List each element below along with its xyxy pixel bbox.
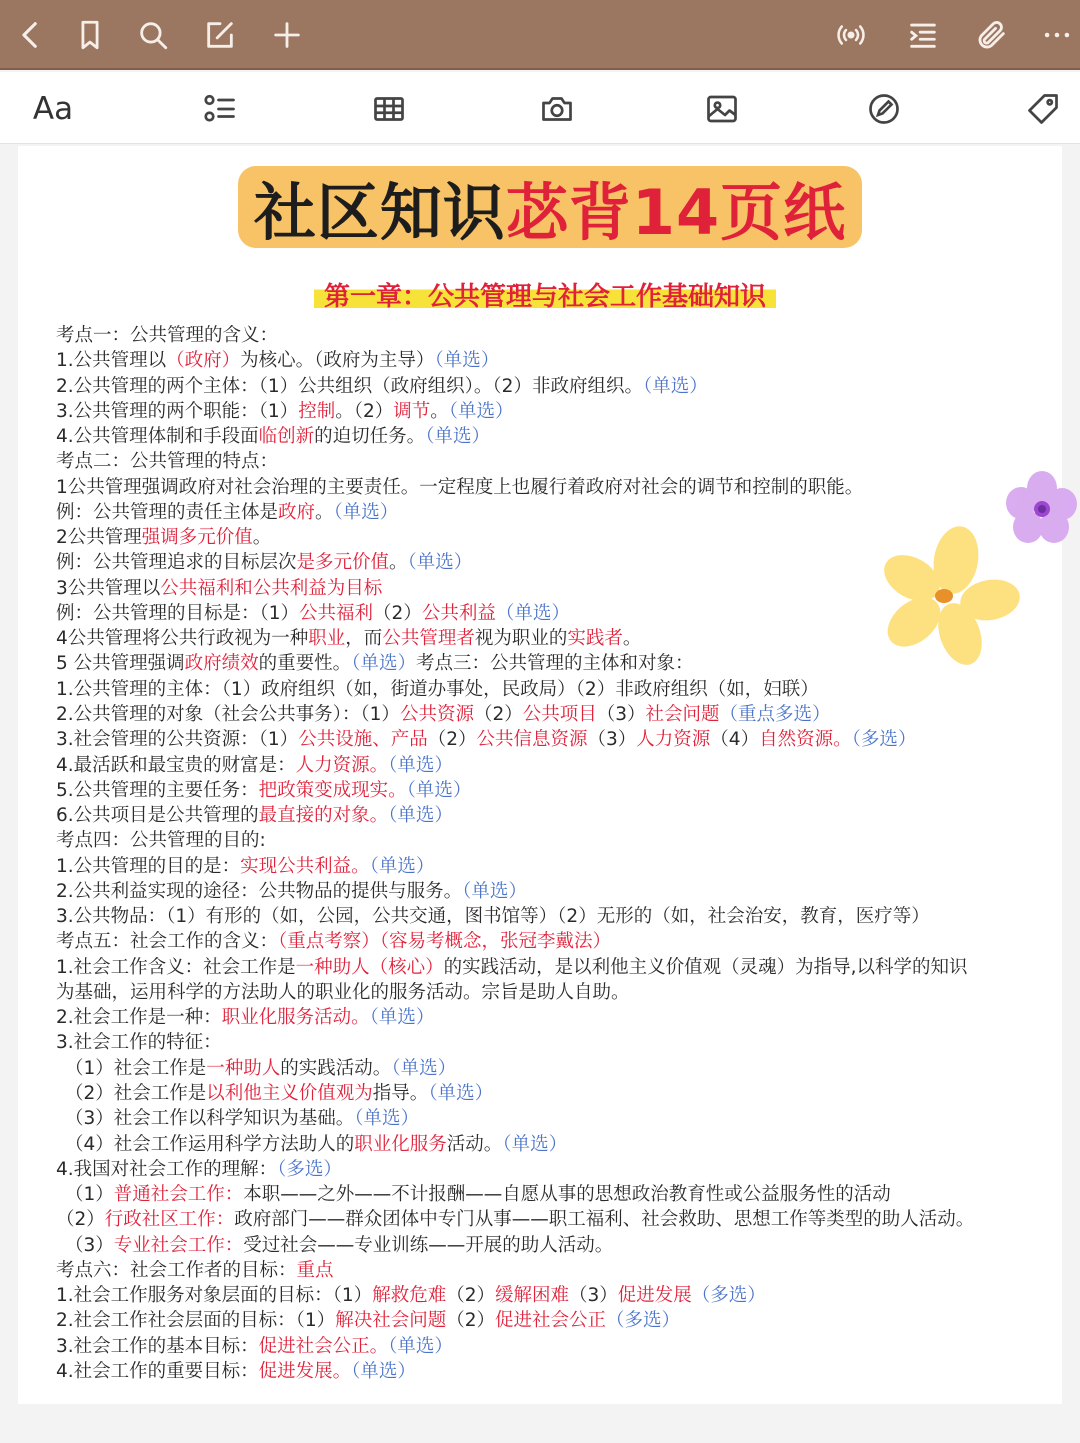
note-text: 的实践活动。 [280,1057,392,1079]
tag-icon[interactable] [1018,84,1068,134]
highlight-text: 促进发展。 [258,1360,352,1382]
note-line [56,1233,1056,1258]
search-icon[interactable] [128,10,178,60]
note-text: （3） [587,729,637,751]
note-line [56,778,1056,803]
note-line [56,929,1056,954]
note-text: 4.公共管理体制和手段面 [56,426,259,448]
note-line [56,1106,1056,1131]
note-text: （3） [569,1285,618,1307]
question-type-tag: （单选） [369,855,435,877]
question-type-tag: （多选） [691,1285,766,1307]
highlight-text: 人力资源 [636,729,711,751]
highlight-text: 以利他主义价值观为 [206,1082,373,1104]
page-bottom-margin [0,1404,1080,1443]
highlight-text: 解救危难 [372,1285,447,1307]
highlight-text: 公共福利 [299,602,374,624]
highlight-text: 行政社区工作： [104,1209,235,1231]
highlight-text: 一种助人 [206,1057,281,1079]
question-type-tag: （单选） [351,653,416,675]
note-text: （2） [446,1285,495,1307]
note-text: 。（2） [335,400,394,422]
note-text: 受过社会——专业训练——开展的助人活动。 [243,1234,614,1256]
note-text: 考点一：公共管理的含义： [56,325,279,346]
note-text: 。 [315,501,334,523]
outline-list-icon[interactable] [898,10,948,60]
question-type-tag: （单选） [354,1108,420,1130]
note-text: 。 [622,628,642,650]
edit-icon[interactable] [195,10,245,60]
highlight-text: 公共信息资源 [476,729,588,751]
note-text: 。 [389,552,408,574]
note-text: 2.社会工作是一种： [56,1007,222,1029]
note-text: 1.社会工作服务对象层面的目标：（1） [56,1285,373,1307]
image-icon[interactable] [697,84,747,134]
note-line [56,1334,1056,1359]
note-text: 为核心。（政府为主导） [240,350,435,372]
note-text: 3.社会管理的公共资源：（1） [56,729,299,751]
table-icon[interactable] [364,84,414,134]
note-text: 。 [252,527,272,549]
note-line [56,1157,1056,1182]
note-text: 2.公共管理的两个主体：（1）公共组织（政府组织）。（2）非政府组织。 [56,375,643,397]
question-type-tag: （单选） [333,501,399,523]
question-type-tag: （单选） [428,1082,494,1104]
note-line [56,1283,1056,1308]
note-text: 考点五：社会工作的含义： [56,931,279,953]
question-type-tag: （单选） [434,350,500,372]
bookmark-icon[interactable] [65,10,115,60]
highlight-text: 促进社会公正。 [258,1335,389,1357]
question-type-tag: （多选） [851,729,917,751]
note-text: （2） [373,602,422,624]
highlight-text: 公共利益 [421,602,496,624]
yellow-flower-icon [874,522,1024,672]
highlight-text: 政府绩效 [184,653,259,675]
note-line [56,1308,1056,1333]
top-app-bar [0,0,1080,70]
note-text: （2） [56,1209,105,1231]
note-line [56,1207,1056,1232]
note-line [56,374,1056,399]
question-type-tag: （单选） [388,1335,453,1357]
note-line [56,1359,1056,1384]
highlight-text: 调节 [393,400,431,422]
note-text: 例：公共管理的责任主体是 [56,501,279,523]
highlight-text: 公共管理者 [382,628,475,650]
question-type-tag: （多选） [277,1158,342,1180]
note-text: （1） [65,1184,114,1206]
note-text: （3）社会工作以科学知识为基础。 [65,1108,355,1130]
question-type-tag: （单选） [388,754,453,776]
highlight-text: 解决社会问题 [335,1310,447,1332]
note-line [56,980,1056,1005]
note-line [56,1132,1056,1157]
question-type-tag: （单选） [351,1360,416,1382]
note-line [56,955,1056,980]
highlight-text: 政府 [278,501,316,523]
note-text: 2.社会工作社会层面的目标：（1） [56,1310,336,1332]
question-type-tag: （单选） [502,1133,568,1155]
highlight-text: 职业 [308,628,346,650]
highlight-text: 临创新 [258,426,315,448]
highlight-text: 公共福利和公共利益为目标 [160,577,383,599]
text-format-label: Aa [32,91,74,127]
highlight-text: 促进发展 [617,1285,692,1307]
note-text: 的迫切任务。 [314,426,426,448]
highlight-text: 实践者 [567,628,623,650]
highlight-text: 公共项目 [522,703,597,725]
note-text: 视为职业的 [474,628,568,650]
note-text: 5 公共管理强调 [56,653,185,675]
note-line [56,702,1056,727]
note-text: 的实践活动，是以利他主义价值观（灵魂）为指导,以科学的知识 [443,956,968,978]
note-text: 例：公共管理追求的目标层次 [56,552,297,574]
more-icon[interactable] [1032,10,1080,60]
highlight-text: （政府） [166,350,241,372]
question-type-tag: （单选） [406,779,472,801]
note-title-banner [238,166,862,248]
question-type-tag: （单选） [448,400,514,422]
highlight-text: 促进社会公正 [494,1310,606,1332]
highlight-text: 把政策变成现实。 [258,779,407,801]
highlight-text: （重点考察）（容易考概念，张冠李戴法） [278,931,612,953]
note-line [56,424,1056,449]
note-text: 1.公共管理的主体：（1）政府组织（如，街道办事处，民政局）（2）非政府组织（如，妇联） [56,678,819,700]
note-text: 4.社会工作的重要目标： [56,1360,259,1382]
note-line [56,854,1056,879]
highlight-text: 强调多元价值 [141,527,253,549]
note-text: 的重要性。 [258,653,352,675]
note-text: 1.社会工作含义：社会工作是 [56,956,296,978]
highlight-text: 职业化服务 [354,1133,447,1155]
note-text: （3） [596,703,646,725]
note-line [56,323,1056,348]
note-text: 3.社会工作的基本目标： [56,1335,259,1357]
note-line [56,1056,1056,1081]
note-line [56,677,1056,702]
note-text: 1.公共管理以 [56,350,167,372]
note-text: 为基础，运用科学的方法助人的职业化的服务活动。宗旨是助人自助。 [56,981,630,1003]
note-line [56,475,1056,500]
highlight-text: 一种助人（核心） [295,956,444,978]
pen-icon[interactable] [859,84,909,134]
highlight-text: 最直接的对象。 [258,805,389,827]
note-line [56,904,1056,929]
note-line [56,399,1056,424]
highlight-text: 自然资源。 [759,729,852,751]
note-text: 3.公共管理的两个职能：（1） [56,400,299,422]
question-type-tag: （单选） [462,880,527,902]
note-line [56,1005,1056,1030]
note-line [56,1182,1056,1207]
chapter-heading: 第一章：公共管理与社会工作基础知识 [314,276,776,308]
note-text: （4） [710,729,760,751]
note-text: 4公共管理将公共行政视为一种 [56,628,309,650]
note-text: （2） [473,703,523,725]
note-text: 3公共管理以 [56,577,161,599]
note-text: 例：公共管理的目标是：（1） [56,602,300,624]
question-type-tag: （单选） [495,602,570,624]
note-text: 3.社会工作的特征： [56,1032,222,1054]
camera-icon[interactable] [532,84,582,134]
note-text: ，而 [345,628,383,650]
note-text: 活动。 [446,1133,503,1155]
note-text: 4.我国对社会工作的理解： [56,1158,278,1180]
note-text: 本职——之外——不计报酬——自愿从事的思想政治教育性或公益服务性的活动 [243,1184,891,1206]
note-text: （2）社会工作是 [65,1082,207,1104]
note-line [56,727,1056,752]
note-text: 考点六：社会工作者的目标： [56,1259,297,1281]
note-text: 考点四：公共管理的目的: [56,830,266,852]
question-type-tag: （单选） [391,1057,457,1079]
note-line [56,1081,1056,1106]
broadcast-icon[interactable] [826,10,876,60]
note-text: （1）社会工作是 [65,1057,207,1079]
note-title-highlight: 苾背14页纸 [505,175,847,249]
note-text: 6.公共项目是公共管理的 [56,805,259,827]
question-type-tag: （单选） [642,375,708,397]
highlight-text: 控制 [298,400,336,422]
highlight-text: 专业社会工作： [113,1234,244,1256]
note-text: 2.公共利益实现的途径：公共物品的提供与服务。 [56,880,463,902]
note-line [56,803,1056,828]
note-text: 5.公共管理的主要任务： [56,779,259,801]
format-toolbar [0,72,1080,144]
highlight-text: 社会问题 [645,703,720,725]
note-line [56,753,1056,778]
note-text: 政府部门——群众团体中专门从事——职工福利、社会救助、思想工作等类型的助人活动。 [234,1209,975,1231]
note-line [56,1030,1056,1055]
question-type-tag: （多选） [606,1310,681,1332]
note-line [56,348,1056,373]
question-type-tag: （重点多选） [719,703,831,725]
note-text: 3.公共物品：（1）有形的（如，公园，公共交通，图书馆等）（2）无形的（如，社会治安，教育，医疗等） [56,906,930,928]
note-text: （2） [446,1310,495,1332]
note-text: 2.公共管理的对象（社会公共事务）：（1） [56,703,400,725]
note-line [56,828,1056,853]
highlight-text: 是多元价值 [296,552,390,574]
note-text: （3） [65,1234,114,1256]
text-format-icon[interactable] [28,84,78,134]
note-text: 1.公共管理的目的是： [56,855,241,877]
highlight-text: 人力资源。 [295,754,389,776]
highlight-text: 实现公共利益。 [240,855,370,877]
note-text: 考点二：公共管理的特点： [56,451,279,473]
note-text: 。 [430,400,449,422]
question-type-tag: （单选） [369,1007,435,1029]
note-body [56,323,1056,1384]
note-text: （2） [427,729,477,751]
question-type-tag: （单选） [425,426,490,448]
question-type-tag: （单选） [407,552,473,574]
note-text: 1公共管理强调政府对社会治理的主要责任。一定程度上也履行着政府对社会的调节和控制的职能。 [56,476,864,498]
plus-icon[interactable] [262,10,312,60]
note-line [56,879,1056,904]
highlight-text: 普通社会工作： [113,1184,244,1206]
question-type-tag: （单选） [388,805,453,827]
note-line [56,1258,1056,1283]
highlight-text: 职业化服务活动。 [221,1007,370,1029]
note-text: （4）社会工作运用科学方法助人的 [65,1133,355,1155]
back-chevron-icon[interactable] [6,10,56,60]
note-text: 4.最活跃和最宝贵的财富是： [56,754,296,776]
note-line [56,449,1056,474]
attachment-icon[interactable] [967,10,1017,60]
note-text: 指导。 [372,1082,429,1104]
note-title: 社区知识 [253,175,506,249]
note-text: 考点三：公共管理的主体和对象： [415,653,694,675]
highlight-text: 缓解困难 [494,1285,569,1307]
highlight-text: 公共资源 [399,703,474,725]
checklist-icon[interactable] [195,84,245,134]
highlight-text: 重点 [296,1259,334,1281]
note-text: 2公共管理 [56,527,142,549]
highlight-text: 公共设施、产品 [298,729,428,751]
